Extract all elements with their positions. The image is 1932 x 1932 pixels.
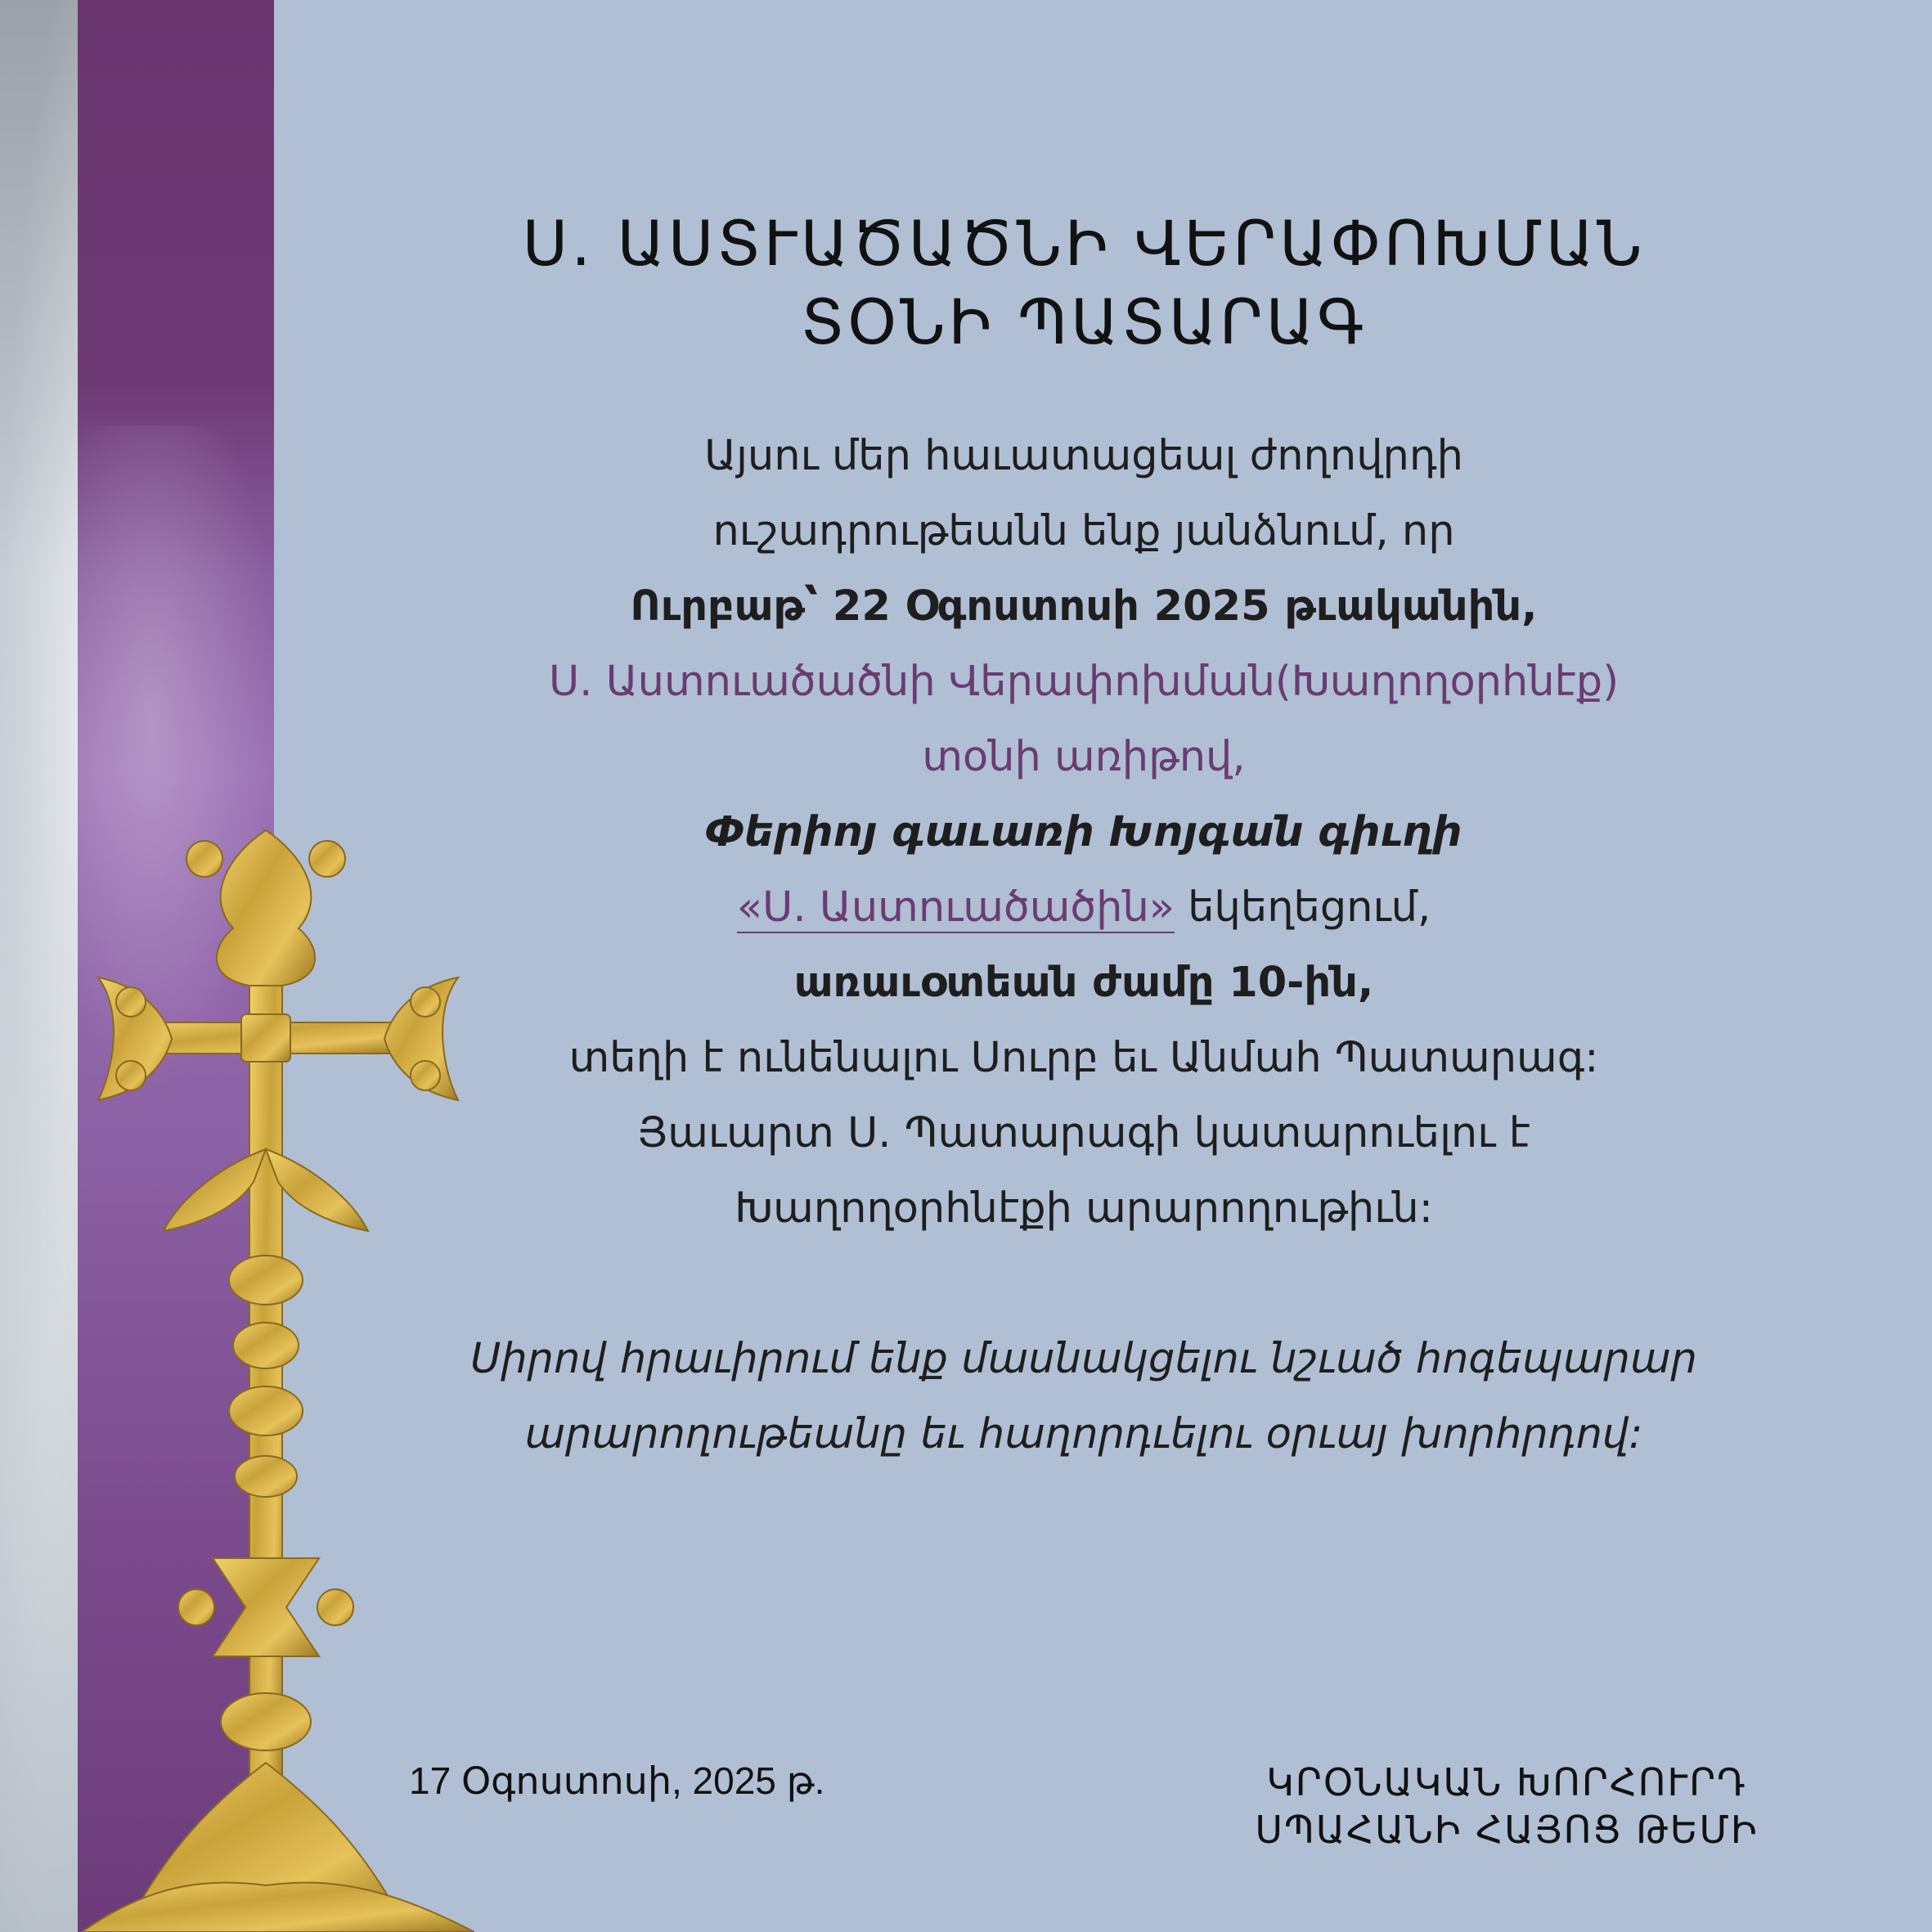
- church-line: [352, 870, 1816, 946]
- after-line-1: Յաւարտ Ս. Պատարագի կատարուելու է: [637, 1109, 1530, 1157]
- date-line: Ուրբաթ՝ 22 Օգոստոսի 2025 թւականին,: [630, 582, 1538, 631]
- church-suffix: եկեղեցում,: [1175, 883, 1431, 932]
- liturgy-line: տեղի է ունենալու Սուրբ եւ Անմահ Պատարագ:: [568, 1034, 1599, 1082]
- village-line: Փերիոյ գաւառի Խոյգան գիւղի: [705, 808, 1462, 856]
- time-line: առաւօտեան ժամը 10-ին,: [793, 959, 1374, 1007]
- church-link[interactable]: «Ս. Աստուածածին»: [736, 883, 1175, 932]
- footer-date: 17 Օգոստոսի, 2025 թ.: [409, 1759, 825, 1802]
- invitation-content: [352, 204, 1816, 1472]
- feast-line-2: տօնի առիթով,: [922, 733, 1246, 781]
- org-line-2: ՍՊԱՀԱՆԻ ՀԱՅՈՑ ԹԵՄԻ: [1255, 1808, 1759, 1852]
- title-line-2: ՏՕՆԻ ՊԱՏԱՐԱԳ: [800, 285, 1368, 358]
- org-line-1: ԿՐՕՆԱԿԱՆ ԽՈՐՀՈՒՐԴ: [1266, 1760, 1747, 1804]
- feast-line-1: Ս. Աստուածածնի Վերափոխման(Խաղողօրհնէք): [548, 658, 1620, 706]
- body-line-2: ուշադրութեանն ենք յանձնում, որ: [712, 507, 1455, 555]
- after-line-2: Խաղողօրհնէքի արարողութիւն:: [735, 1184, 1433, 1233]
- title-line-1: Ս. ԱՍՏՒԱԾԱԾՆԻ ՎԵՐԱՓՈԽՄԱՆ: [522, 207, 1646, 280]
- footer-organization: [1220, 1759, 1793, 1853]
- invitation-title: [352, 204, 1816, 362]
- body-line-1: Այսու մեր հաւատացեալ ժողովրդի: [704, 432, 1463, 480]
- invite-line-2: արարողութեանը եւ հաղորդւելու օրւայ խորհրդով:: [524, 1410, 1643, 1458]
- invite-line-1: Սիրով հրաւիրում ենք մասնակցելու նշւած հոգեպարար: [470, 1335, 1697, 1383]
